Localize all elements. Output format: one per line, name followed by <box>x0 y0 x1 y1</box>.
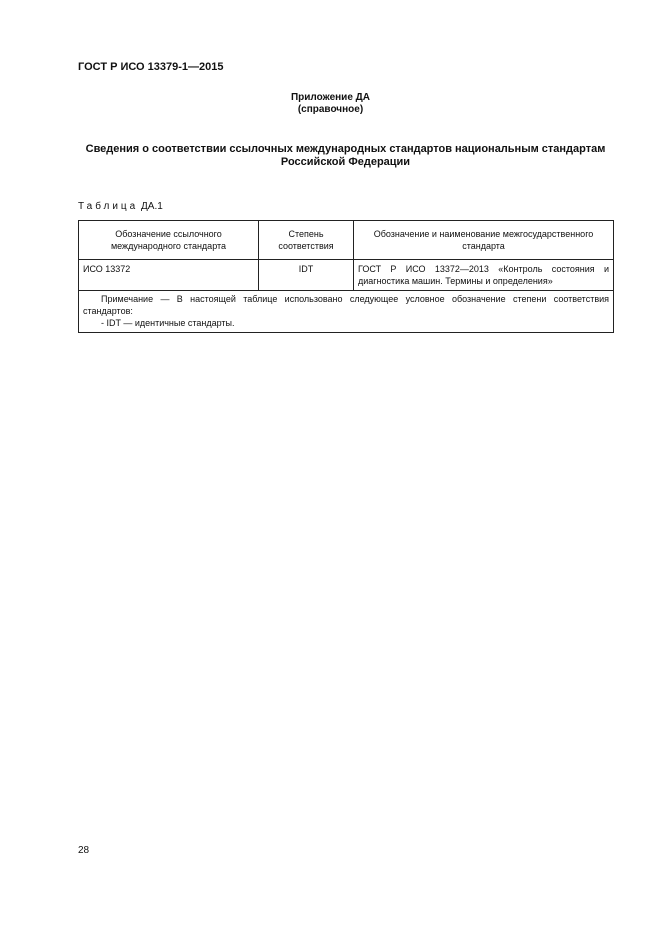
table-caption-prefix: Таблица <box>78 201 139 212</box>
header-cell: Степень соответствия <box>259 221 354 260</box>
appendix-subtitle: (справочное) <box>297 104 364 115</box>
page-number: 28 <box>78 845 90 856</box>
table-row <box>79 260 614 291</box>
document-header: ГОСТ Р ИСО 13379-1—2015 <box>78 61 224 73</box>
header-cell: Обозначение и наименование межгосударственного стандарта <box>354 221 614 260</box>
section-title: Сведения о соответствии ссылочных международных стандартов национальным стандартам Российской Федерации <box>85 143 606 168</box>
appendix-title: Приложение ДА <box>290 92 371 103</box>
table-caption-number: ДА.1 <box>141 201 163 212</box>
table-note-row <box>79 291 614 333</box>
header-cell: Обозначение ссылочного международного стандарта <box>79 221 259 260</box>
table-cell: ГОСТ Р ИСО 13372—2013 «Контроль состояния и диагностика машин. Термины и определения» <box>354 260 614 291</box>
table-cell: ИСО 13372 <box>79 260 259 291</box>
note-item: - IDT — идентичные стандарты. <box>101 318 235 328</box>
table-cell: IDT <box>259 260 354 291</box>
correspondence-table <box>78 220 614 333</box>
table-header-row <box>79 221 614 260</box>
table-note <box>79 291 614 333</box>
note-text: Примечание — В настоящей таблице использовано следующее условное обозначение степени соответствия стандартов: <box>83 294 609 316</box>
table-caption <box>78 201 163 212</box>
appendix-heading <box>0 92 661 116</box>
